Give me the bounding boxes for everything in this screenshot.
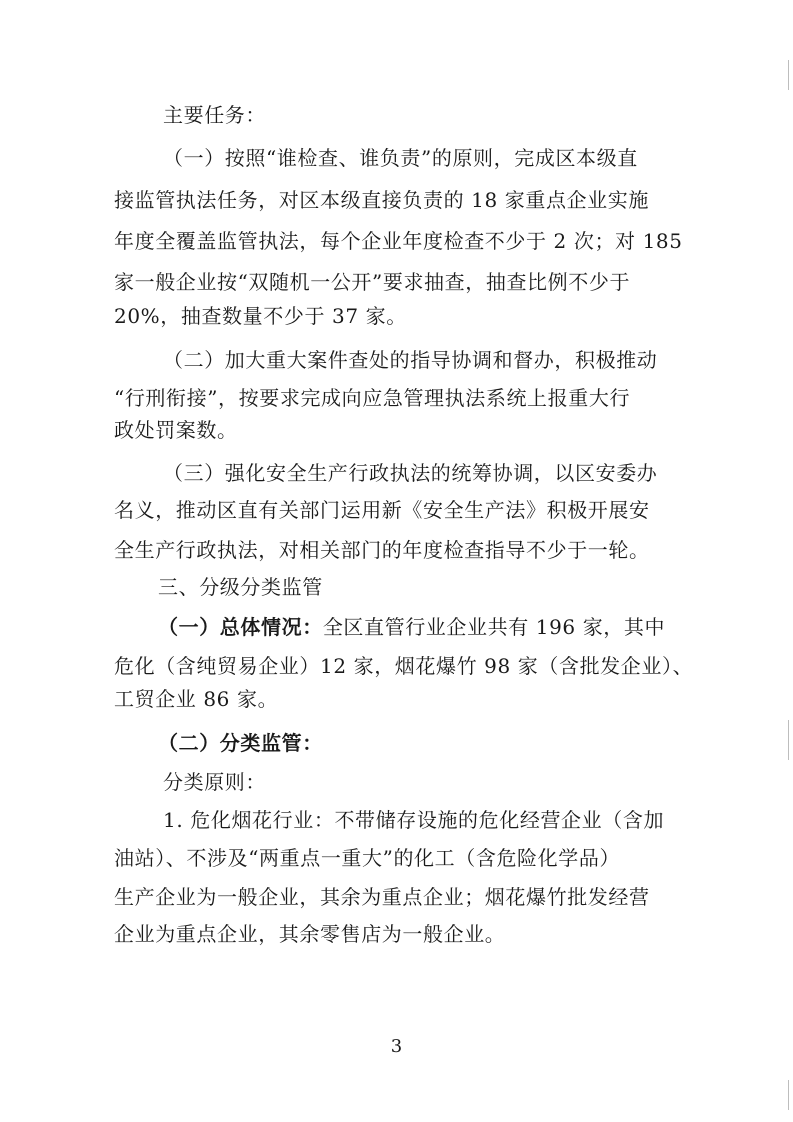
overall-text: 全区直管行业企业共有 196 家，其中 (322, 615, 666, 639)
overall-label: （一）总体情况： (158, 615, 323, 639)
task-3-line-2: 名义，推动区直有关部门运用新《安全生产法》积极开展安 (114, 498, 650, 522)
task-3-line-3: 全生产行政执法，对相关部门的年度检查指导不少于一轮。 (114, 538, 650, 562)
principle-1-line-2: 油站）、不涉及“两重点一重大”的化工（含危险化学品） (114, 846, 621, 870)
task-1-line-3: 年度全覆盖监管执法，每个企业年度检查不少于 2 次；对 185 (114, 229, 683, 253)
task-3-line-1: （三）强化安全生产行政执法的统筹协调，以区安委办 (163, 461, 658, 485)
classification-heading: （二）分类监管： (158, 731, 323, 755)
overall-line-3: 工贸企业 86 家。 (114, 687, 279, 711)
overall-line-2: 危化（含纯贸易企业）12 家，烟花爆竹 98 家（含批发企业）、 (114, 654, 694, 678)
task-2-line-1: （二）加大重大案件查处的指导协调和督办，积极推动 (163, 348, 658, 372)
task-1-line-1: （一）按照“谁检查、谁负责”的原则，完成区本级直 (163, 146, 638, 170)
task-1-line-2: 接监管执法任务，对区本级直接负责的 18 家重点企业实施 (114, 188, 649, 212)
principle-1-line-1: 1. 危化烟花行业：不带储存设施的危化经营企业（含加 (163, 808, 665, 832)
classification-principle: 分类原则： (163, 770, 266, 794)
section-3-heading: 三、分级分类监管 (158, 575, 323, 599)
page-number: 3 (390, 1036, 403, 1057)
task-2-line-2: “行刑衔接”，按要求完成向应急管理执法系统上报重大行 (114, 386, 631, 410)
main-tasks-heading: 主要任务： (163, 103, 266, 127)
scan-edge-mark (788, 720, 789, 760)
task-1-line-4: 家一般企业按“双随机一公开”要求抽查，抽查比例不少于 (114, 270, 631, 294)
principle-1-line-3: 生产企业为一般企业，其余为重点企业；烟花爆竹批发经营 (114, 885, 650, 909)
scan-edge-mark (788, 60, 789, 90)
principle-1-line-4: 企业为重点企业，其余零售店为一般企业。 (114, 922, 506, 946)
scan-edge-mark (788, 1080, 789, 1110)
overall-line-1 (158, 612, 665, 642)
task-1-line-5: 20%，抽查数量不少于 37 家。 (114, 304, 407, 328)
task-2-line-3: 政处罚案数。 (114, 418, 238, 442)
